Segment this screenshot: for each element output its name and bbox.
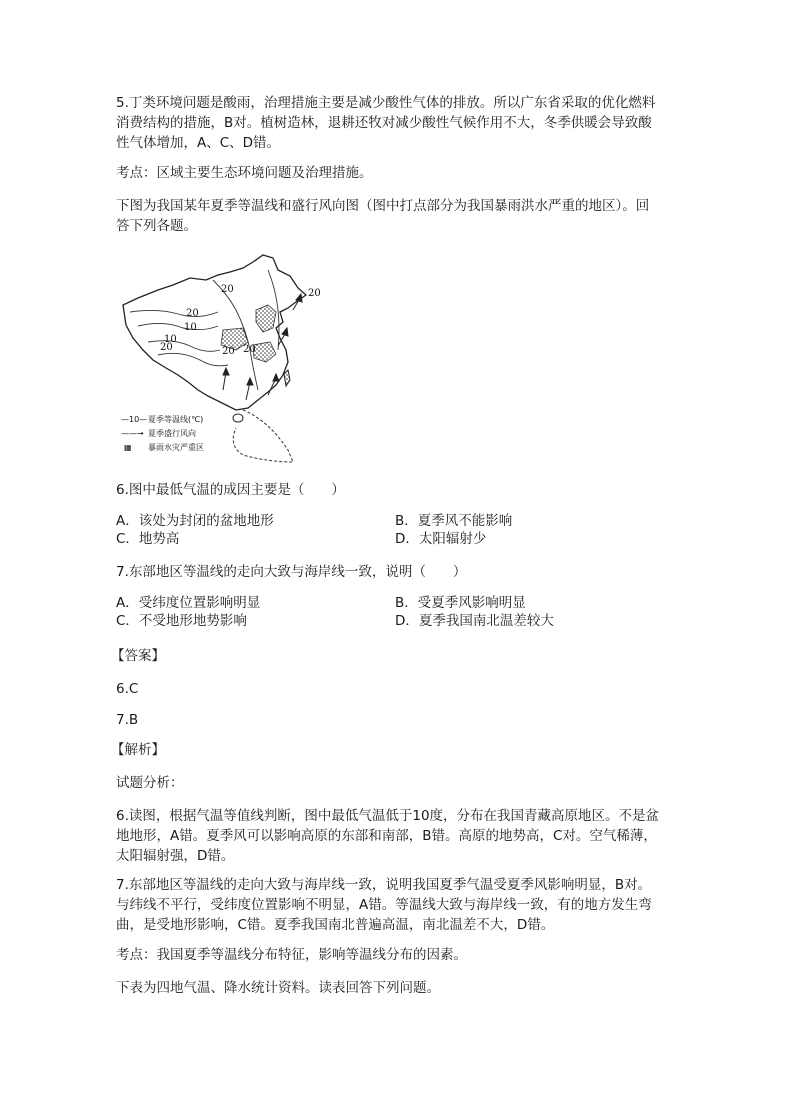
outro-text: 下表为四地气温、降水统计资料。读表回答下列问题。 bbox=[116, 980, 440, 996]
q7-option-b: B．受夏季风影响明显 bbox=[395, 595, 526, 611]
map-figure-svg bbox=[118, 250, 328, 465]
q7-stem: 7.东部地区等温线的走向大致与海岸线一致，说明（ ） bbox=[116, 564, 467, 580]
legend-text: 夏季等温线(℃) bbox=[148, 415, 204, 424]
isotherm-label: 20 bbox=[308, 288, 321, 299]
legend-symbol: ▦ bbox=[124, 443, 132, 452]
analysis-heading: 【解析】 bbox=[111, 742, 165, 758]
kaodian-2: 考点：我国夏季等温线分布特征，影响等温线分布的因素。 bbox=[116, 947, 467, 963]
isotherm-label: 20 bbox=[221, 284, 234, 295]
south-sea-dashed bbox=[233, 410, 293, 462]
q7-option-a: A．受纬度位置影响明显 bbox=[116, 595, 261, 611]
map-legend bbox=[121, 414, 204, 452]
isotherm-label: 20 bbox=[160, 342, 173, 353]
isotherm-label: 20 bbox=[243, 344, 256, 355]
flood-area bbox=[256, 305, 276, 332]
kaodian-1: 考点：区域主要生态环境问题及治理措施。 bbox=[116, 165, 373, 181]
q5-explanation-line: 性气体增加，A、C、D错。 bbox=[116, 135, 281, 151]
q7-option-c: C．不受地形地势影响 bbox=[116, 613, 247, 629]
legend-symbol: ——→ bbox=[121, 429, 144, 438]
intro-line: 答下列各题。 bbox=[116, 218, 197, 234]
analysis-label: 试题分析： bbox=[116, 775, 184, 791]
isotherm-label: 10 bbox=[184, 322, 197, 333]
q6-option-a: A．该处为封闭的盆地地形 bbox=[116, 513, 274, 529]
q6-stem: 6.图中最低气温的成因主要是（ ） bbox=[116, 482, 345, 498]
q5-explanation-line: 5.丁类环境问题是酸雨，治理措施主要是减少酸性气体的排放。所以广东省采取的优化燃料 bbox=[116, 95, 656, 111]
answer-heading: 【答案】 bbox=[111, 648, 165, 664]
q5-explanation-line: 消费结构的措施，B对。植树造林，退耕还牧对减少酸性气候作用不大，冬季供暖会导致酸 bbox=[116, 115, 652, 131]
analysis-7-line: 7.东部地区等温线的走向大致与海岸线一致，说明我国夏季气温受夏季风影响明显，B对。 bbox=[116, 877, 652, 893]
isotherm-label: 20 bbox=[222, 346, 235, 357]
isotherm-line bbox=[138, 323, 218, 329]
legend-text: 夏季盛行风向 bbox=[148, 429, 196, 438]
analysis-7-line: 与纬线不平行，受纬度位置影响不明显，A错。等温线大致与海岸线一致，有的地方发生弯 bbox=[116, 897, 652, 913]
q7-option-d: D．夏季我国南北温差较大 bbox=[395, 613, 554, 629]
analysis-6-line: 6.读图，根据气温等值线判断，图中最低气温低于10度，分布在我国青藏高原地区。不是盆 bbox=[116, 808, 660, 824]
q6-option-c: C．地势高 bbox=[116, 531, 180, 547]
legend-text: 暴雨水灾严重区 bbox=[148, 443, 204, 452]
china-isotherm-map bbox=[118, 250, 328, 465]
isotherm-line bbox=[148, 341, 220, 352]
legend-symbol: —10— bbox=[121, 415, 148, 424]
intro-line: 下图为我国某年夏季等温线和盛行风向图（图中打点部分为我国暴雨洪水严重的地区）。回 bbox=[116, 198, 650, 214]
analysis-7-line: 曲，是受地形影响，C错。夏季我国南北普遍高温，南北温差不大，D错。 bbox=[116, 917, 555, 933]
isotherm-line bbox=[158, 353, 228, 365]
analysis-6-line: 地地形，A错。夏季风可以影响高原的东部和南部，B错。高原的地势高，C对。空气稀薄， bbox=[116, 828, 657, 844]
isotherm-label: 10 bbox=[164, 334, 177, 345]
hainan-island bbox=[233, 414, 243, 422]
taiwan-island bbox=[284, 370, 290, 386]
analysis-6-line: 太阳辐射强，D错。 bbox=[116, 848, 235, 864]
q6-option-d: D．太阳辐射少 bbox=[395, 531, 487, 547]
isotherm-label: 20 bbox=[186, 308, 199, 319]
isotherm-line bbox=[130, 310, 218, 316]
answer-7: 7.B bbox=[116, 712, 139, 728]
flood-area bbox=[253, 342, 276, 362]
q6-option-b: B．夏季风不能影响 bbox=[395, 513, 513, 529]
answer-6: 6.C bbox=[116, 681, 139, 697]
